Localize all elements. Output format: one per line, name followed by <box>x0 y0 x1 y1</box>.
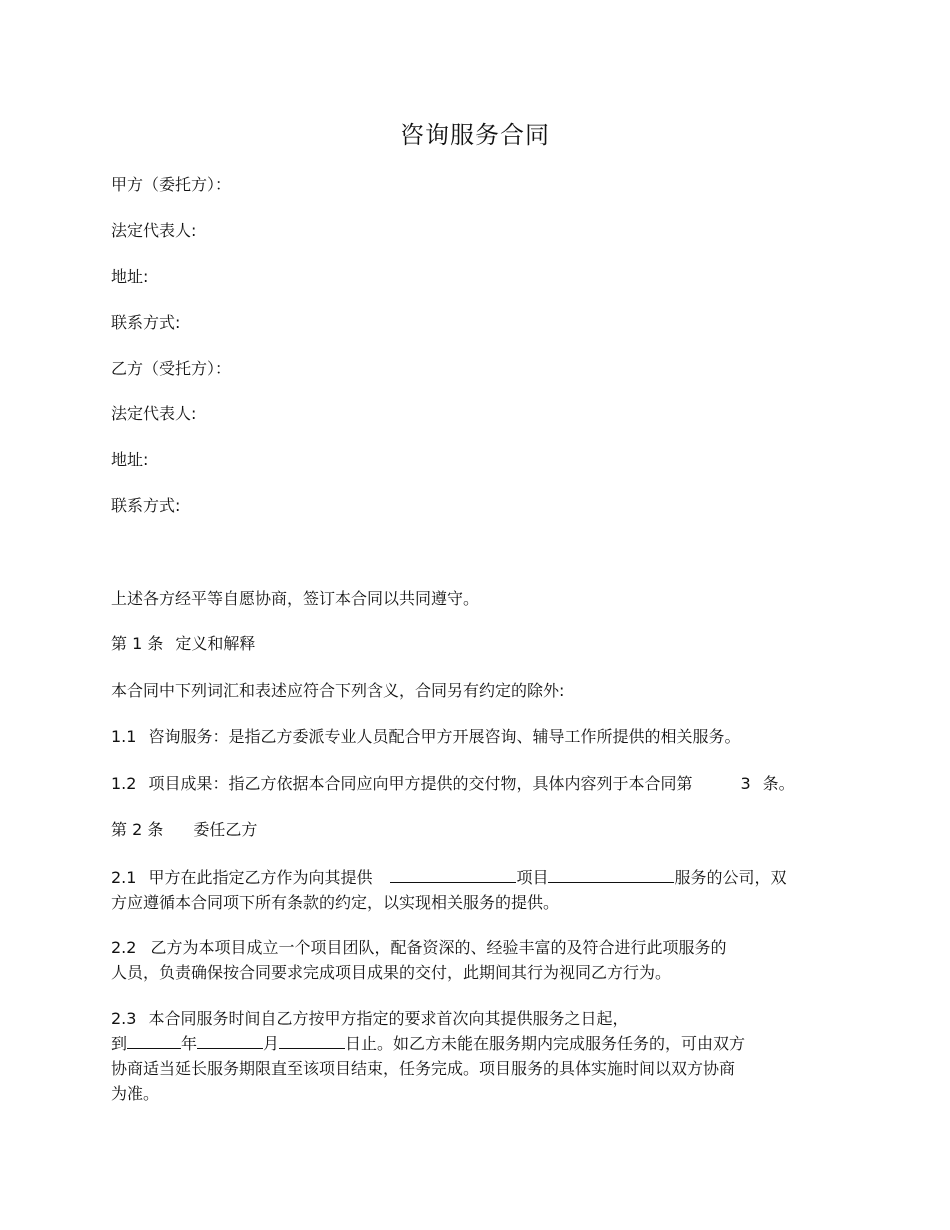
clause-2-1-number: 2.1 <box>111 868 137 887</box>
article-2-heading <box>111 820 257 840</box>
clause-2-2 <box>111 935 831 985</box>
clause-1-2-text: 项目成果：指乙方依据本合同应向甲方提供的交付物，具体内容列于本合同第 <box>148 774 693 793</box>
clause-1-2-number: 1.2 <box>111 774 137 793</box>
clause-2-2-number: 2.2 <box>111 938 137 957</box>
article-2-title: 委任乙方 <box>193 820 258 839</box>
party-b-name-label: 乙方（受托方）： <box>111 359 232 378</box>
party-a-address-label: 地址: <box>111 267 149 286</box>
clause-2-1-line-2: 方应遵循本合同项下所有条款的约定，以实现相关服务的提供。 <box>111 893 560 912</box>
party-a-rep-label: 法定代表人: <box>111 221 197 240</box>
clause-2-1-text-a: 甲方在此指定乙方作为向其提供 <box>148 868 373 887</box>
clause-1-1 <box>111 727 740 747</box>
service-name-blank[interactable] <box>548 866 674 883</box>
clause-2-1-text-b: 项目 <box>516 868 549 887</box>
clause-2-1-text-c: 服务的公司，双 <box>674 868 787 887</box>
end-month-blank[interactable] <box>197 1032 263 1049</box>
end-day-blank[interactable] <box>279 1032 345 1049</box>
clause-2-3-year: 年 <box>181 1034 198 1053</box>
clause-2-2-line-1: 乙方为本项目成立一个项目团队，配备资深的、经验丰富的及符合进行此项服务的 <box>150 938 727 957</box>
project-name-blank[interactable] <box>390 866 516 883</box>
clause-1-1-number: 1.1 <box>111 727 137 746</box>
clause-2-3 <box>111 1006 831 1106</box>
clause-1-1-text: 咨询服务：是指乙方委派专业人员配合甲方开展咨询、辅导工作所提供的相关服务。 <box>148 727 741 746</box>
clause-2-3-to: 到 <box>111 1034 128 1053</box>
intro-paragraph: 上述各方经平等自愿协商，签订本合同以共同遵守。 <box>111 589 480 608</box>
party-b-rep-label: 法定代表人: <box>111 404 197 423</box>
clause-2-3-line-4: 为准。 <box>111 1084 160 1103</box>
end-year-blank[interactable] <box>127 1032 181 1049</box>
clause-1-2-article-ref: 3 <box>740 774 751 793</box>
clause-2-3-line-3: 协商适当延长服务期限直至该项目结束，任务完成。项目服务的具体实施时间以双方协商 <box>111 1059 736 1078</box>
clause-2-1 <box>111 865 831 915</box>
clause-2-3-rest: 日止。如乙方未能在服务期内完成服务任务的，可由双方 <box>345 1034 746 1053</box>
article-1-number: 第 1 条 <box>111 634 164 653</box>
article-1-title: 定义和解释 <box>175 634 256 653</box>
clause-1-2-end: 条。 <box>762 774 795 793</box>
article-2-number: 第 2 条 <box>111 820 164 839</box>
party-a-name-label: 甲方（委托方）： <box>111 175 232 194</box>
clause-2-3-line-1: 本合同服务时间自乙方按甲方指定的要求首次向其提供服务之日起， <box>148 1009 629 1028</box>
clause-2-2-line-2: 人员，负责确保按合同要求完成项目成果的交付，此期间其行为视同乙方行为。 <box>111 963 672 982</box>
clause-1-2 <box>111 774 795 794</box>
clause-2-3-month: 月 <box>263 1034 280 1053</box>
party-b-address-label: 地址: <box>111 450 149 469</box>
party-b-contact-label: 联系方式: <box>111 496 181 515</box>
clause-2-3-number: 2.3 <box>111 1009 137 1028</box>
party-a-contact-label: 联系方式: <box>111 313 181 332</box>
article-1-lead: 本合同中下列词汇和表述应符合下列含义，合同另有约定的除外: <box>111 681 565 700</box>
document-title: 咨询服务合同 <box>400 121 550 149</box>
article-1-heading <box>111 634 255 654</box>
